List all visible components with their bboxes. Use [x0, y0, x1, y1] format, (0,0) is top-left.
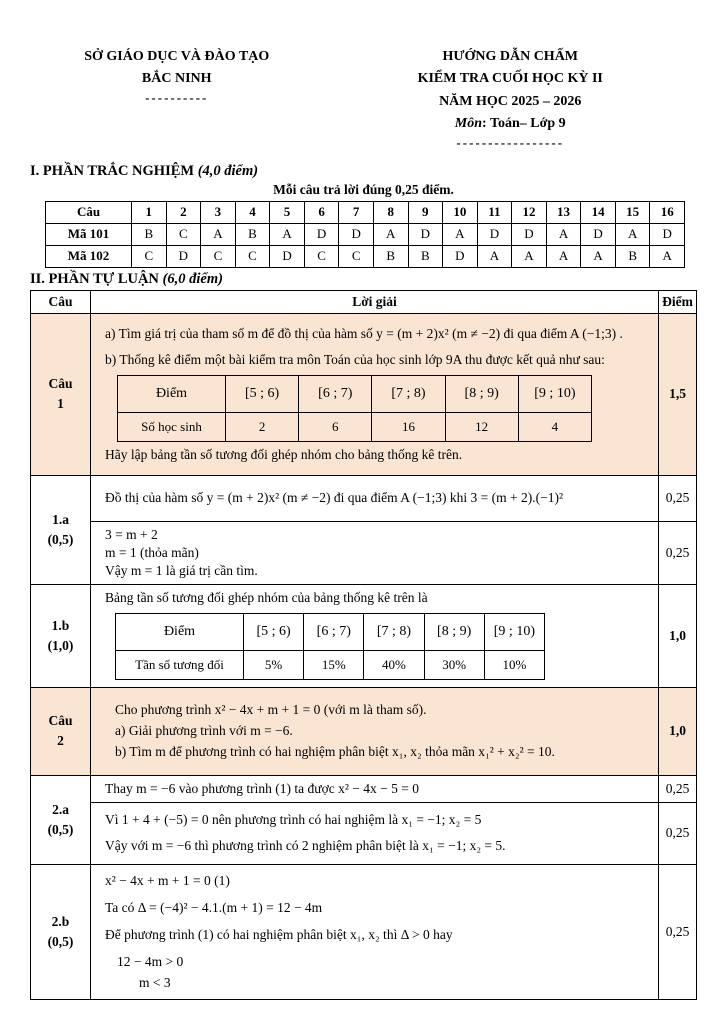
s1a-step2 — [91, 521, 659, 584]
table-cell: A — [512, 245, 547, 267]
table-cell: D — [408, 223, 443, 245]
s1b-frequency-table-body — [116, 613, 545, 679]
s2b-content — [91, 864, 659, 999]
s2a-label-points: (0,5) — [47, 821, 74, 837]
table-cell: 2 — [226, 412, 299, 441]
table-cell: 8 — [373, 201, 408, 223]
table-cell: [6 ; 7) — [304, 613, 364, 650]
s2a-step1-text: Thay m = −6 vào phương trình (1) ta được x² − 4x − 5 = 0 — [105, 780, 419, 796]
table-cell: 1 — [132, 201, 167, 223]
table-row — [116, 613, 545, 650]
table-cell: 40% — [364, 650, 424, 679]
doc-subject-line — [323, 113, 697, 135]
cau1-points: 1,5 — [659, 313, 697, 475]
issuer-block — [30, 46, 323, 150]
table-cell: Mã 101 — [46, 223, 132, 245]
table-cell: B — [615, 245, 650, 267]
table-cell: A — [201, 223, 236, 245]
table-cell: Điểm — [116, 613, 244, 650]
subject-value: : Toán– Lớp 9 — [482, 116, 566, 132]
table-cell: C — [235, 245, 270, 267]
cau2-part-a: a) Giải phương trình với m = −6. — [115, 723, 293, 739]
table-row — [46, 201, 685, 223]
divider-dashes-left: ---------- — [145, 89, 209, 105]
cau1-label — [31, 313, 91, 475]
table-cell: C — [166, 223, 201, 245]
table-cell: [5 ; 6) — [244, 613, 304, 650]
cau1-part-b: b) Thống kê điểm một bài kiểm tra môn Toán của học sinh lớp 9A thu được kết quả như sau: — [105, 351, 605, 367]
table-cell: 16 — [372, 412, 445, 441]
issuer-province: BẮC NINH — [141, 71, 212, 87]
s2b-line2: Ta có Δ = (−4)² − 4.1.(m + 1) = 12 − 4m — [105, 899, 323, 915]
s2b-label-id: 2.b — [51, 913, 70, 929]
table-cell: A — [546, 223, 581, 245]
table-cell: 4 — [518, 412, 591, 441]
table-cell: [8 ; 9) — [445, 375, 518, 412]
mcq-answer-table — [45, 201, 685, 268]
table-cell: 4 — [235, 201, 270, 223]
table-row — [46, 245, 685, 267]
issuer-department: SỞ GIÁO DỤC VÀ ĐÀO TẠO — [84, 49, 270, 64]
doc-title: HƯỚNG DẪN CHẤM — [442, 49, 579, 64]
col-header-cau: Câu — [31, 290, 91, 313]
table-cell: D — [512, 223, 547, 245]
s1b-row — [31, 584, 697, 687]
table-cell: 12 — [512, 201, 547, 223]
table-cell: 16 — [650, 201, 685, 223]
s2a-step2-line2: Vậy với m = −6 thì phương trình có 2 nghiệm phân biệt là x₁ = −1; x₂ = 5. — [105, 838, 506, 854]
s1a-step2-line2: m = 1 (thỏa mãn) — [105, 544, 199, 560]
cau2-label-number: 2 — [57, 733, 64, 749]
table-cell: 14 — [581, 201, 616, 223]
section1-title-points: (4,0 điểm) — [197, 162, 259, 179]
s2b-line4: 12 − 4m > 0 — [117, 953, 184, 969]
s1b-frequency-table — [115, 613, 545, 680]
cau1-row — [31, 313, 697, 475]
subject-label: Môn — [454, 116, 483, 132]
table-cell: 7 — [339, 201, 374, 223]
table-cell: 15 — [615, 201, 650, 223]
s2a-step2 — [91, 802, 659, 864]
section1-title — [30, 163, 697, 180]
s2a-label — [31, 775, 91, 864]
s1b-content — [91, 584, 659, 687]
s2b-line3: Để phương trình (1) có hai nghiệm phân biệt x₁, x₂ thì Δ > 0 hay — [105, 926, 453, 942]
table-cell: C — [304, 245, 339, 267]
mcq-answer-table-body — [46, 201, 685, 267]
table-cell: [6 ; 7) — [299, 375, 372, 412]
doc-subtitle-exam: KIỂM TRA CUỐI HỌC KỲ II — [417, 71, 603, 87]
s1a-step1-text: Đồ thị của hàm số y = (m + 2)x² (m ≠ −2) đi qua điểm A (−1;3) khi 3 = (m + 2).(−1)² — [105, 490, 563, 506]
s1a-row2 — [31, 521, 697, 584]
table-cell: A — [373, 223, 408, 245]
s2b-line5: m < 3 — [139, 974, 171, 990]
table-cell: 5% — [244, 650, 304, 679]
table-cell: 12 — [445, 412, 518, 441]
table-cell: 13 — [546, 201, 581, 223]
section2-title-points: (6,0 điểm) — [162, 270, 223, 287]
s1a-row1 — [31, 475, 697, 521]
s2a-row2 — [31, 802, 697, 864]
table-cell: D — [270, 245, 305, 267]
table-cell: C — [339, 245, 374, 267]
divider-dashes-right: ----------------- — [456, 134, 565, 150]
table-cell: 15% — [304, 650, 364, 679]
s2a-label-id: 2.a — [52, 801, 69, 817]
s1b-label-points: (1,0) — [47, 637, 74, 653]
col-header-diem: Điểm — [659, 290, 697, 313]
table-cell: 11 — [477, 201, 512, 223]
table-cell: A — [581, 245, 616, 267]
table-cell: B — [373, 245, 408, 267]
table-cell: [7 ; 8) — [364, 613, 424, 650]
doc-school-year: NĂM HỌC 2025 – 2026 — [439, 93, 582, 109]
cau2-content — [91, 687, 659, 775]
table-cell: Tần số tương đối — [116, 650, 244, 679]
table-cell: 6 — [299, 412, 372, 441]
s1a-step2-line3: Vậy m = 1 là giá trị cần tìm. — [105, 562, 258, 578]
s2a-step2-line1: Vì 1 + 4 + (−5) = 0 nên phương trình có hai nghiệm là x₁ = −1; x₂ = 5 — [105, 812, 482, 828]
table-cell: D — [304, 223, 339, 245]
table-cell: C — [132, 245, 167, 267]
s2b-label-points: (0,5) — [47, 933, 74, 949]
s1a-label — [31, 475, 91, 584]
table-cell: Câu — [46, 201, 132, 223]
cau1-instruction: Hãy lập bảng tần số tương đối ghép nhóm cho bảng thống kê trên. — [105, 446, 463, 462]
table-cell: A — [546, 245, 581, 267]
s1a-step1 — [91, 475, 659, 521]
table-cell: 10 — [443, 201, 478, 223]
cau2-intro: Cho phương trình x² − 4x + m + 1 = 0 (với m là tham số). — [115, 702, 427, 718]
table-cell: A — [270, 223, 305, 245]
table-cell: D — [339, 223, 374, 245]
cau2-row — [31, 687, 697, 775]
s1b-points: 1,0 — [659, 584, 697, 687]
s2b-line1: x² − 4x + m + 1 = 0 (1) — [105, 872, 230, 888]
table-cell: B — [235, 223, 270, 245]
s2a-step1-points: 0,25 — [659, 775, 697, 802]
cau1-label-word: Câu — [48, 376, 73, 392]
table-cell: 10% — [484, 650, 544, 679]
essay-table — [30, 290, 697, 1000]
table-cell: [8 ; 9) — [424, 613, 484, 650]
col-header-loigiai: Lời giải — [91, 290, 659, 313]
s2b-points: 0,25 — [659, 864, 697, 999]
s1a-step2-line1: 3 = m + 2 — [105, 526, 158, 542]
table-cell: Điểm — [118, 375, 226, 412]
s2a-step1 — [91, 775, 659, 802]
cau2-label — [31, 687, 91, 775]
cau2-label-word: Câu — [48, 713, 73, 729]
s1b-label-id: 1.b — [51, 617, 70, 633]
table-cell: B — [408, 245, 443, 267]
table-cell: D — [581, 223, 616, 245]
table-cell: [7 ; 8) — [372, 375, 445, 412]
table-cell: 2 — [166, 201, 201, 223]
table-cell: [9 ; 10) — [484, 613, 544, 650]
table-cell: D — [650, 223, 685, 245]
s1b-label — [31, 584, 91, 687]
cau2-part-b: b) Tìm m để phương trình có hai nghiệm phân biệt x₁, x₂ thỏa mãn x₁² + x₂² = 10. — [115, 744, 555, 760]
s1a-label-points: (0,5) — [47, 531, 74, 547]
cau1-part-a: a) Tìm giá trị của tham số m để đồ thị của hàm số y = (m + 2)x² (m ≠ −2) đi qua điểm A (−1;3) . — [105, 325, 623, 341]
table-cell: A — [443, 223, 478, 245]
section2-title — [30, 271, 697, 288]
s1a-label-id: 1.a — [52, 511, 69, 527]
table-cell: A — [615, 223, 650, 245]
s2a-step2-points: 0,25 — [659, 802, 697, 864]
s2a-row1 — [31, 775, 697, 802]
s1a-step2-points: 0,25 — [659, 521, 697, 584]
table-cell: Số học sinh — [118, 412, 226, 441]
table-row — [118, 375, 592, 412]
table-cell: D — [443, 245, 478, 267]
table-cell: 5 — [270, 201, 305, 223]
table-cell: Mã 102 — [46, 245, 132, 267]
table-cell: D — [477, 223, 512, 245]
table-row — [116, 650, 545, 679]
s2b-label — [31, 864, 91, 999]
essay-header-row — [31, 290, 697, 313]
document-header — [30, 46, 697, 150]
table-row — [118, 412, 592, 441]
table-cell: C — [201, 245, 236, 267]
section1-title-text: I. PHẦN TRẮC NGHIỆM — [30, 162, 195, 179]
title-block — [323, 46, 697, 150]
s1a-step1-points: 0,25 — [659, 475, 697, 521]
cau2-points: 1,0 — [659, 687, 697, 775]
s2b-row — [31, 864, 697, 999]
table-cell: 30% — [424, 650, 484, 679]
table-cell: 3 — [201, 201, 236, 223]
table-cell: B — [132, 223, 167, 245]
cau1-label-number: 1 — [57, 396, 64, 412]
table-cell: A — [477, 245, 512, 267]
table-cell: 9 — [408, 201, 443, 223]
cau1-stats-table — [117, 375, 592, 442]
mcq-note: Mỗi câu trả lời đúng 0,25 điểm. — [273, 181, 454, 197]
table-cell: [5 ; 6) — [226, 375, 299, 412]
table-row — [46, 223, 685, 245]
s1b-intro: Bảng tần số tương đối ghép nhóm của bảng thống kê trên là — [105, 589, 428, 605]
section2-title-text: II. PHẦN TỰ LUẬN — [30, 270, 159, 287]
table-cell: [9 ; 10) — [518, 375, 591, 412]
table-cell: A — [650, 245, 685, 267]
cau1-content — [91, 313, 659, 475]
table-cell: D — [166, 245, 201, 267]
cau1-stats-table-body — [118, 375, 592, 441]
table-cell: 6 — [304, 201, 339, 223]
